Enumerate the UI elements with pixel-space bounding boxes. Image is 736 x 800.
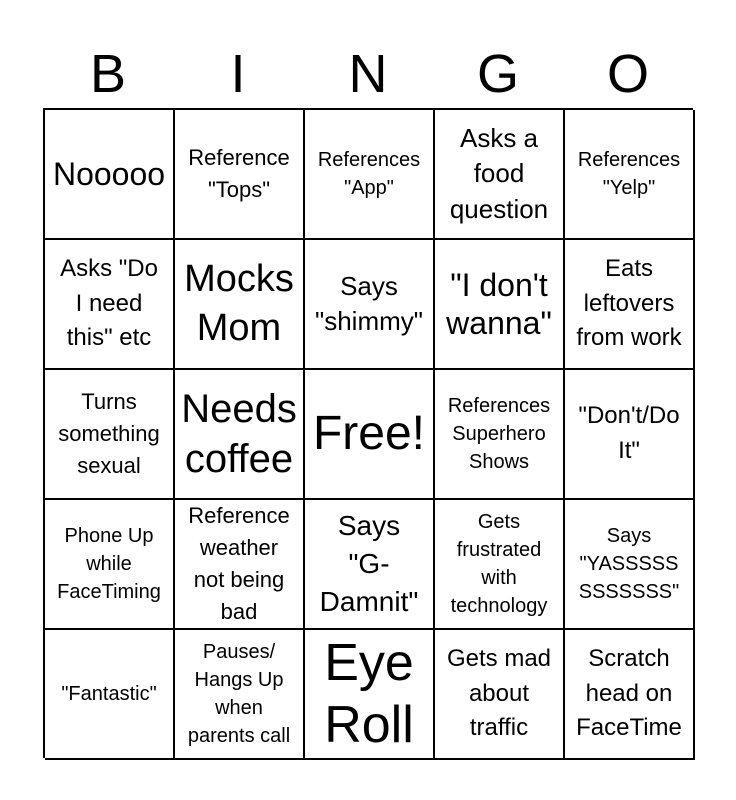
- cell-text: Pauses/ Hangs Up when parents call: [187, 641, 291, 747]
- bingo-cell[interactable]: [435, 630, 565, 760]
- cell-text: Asks "Do I need this" etc: [60, 254, 158, 352]
- cell-text: Phone Up while FaceTiming: [57, 525, 161, 603]
- cell-text: Says "shimmy": [314, 270, 423, 336]
- bingo-cell[interactable]: [305, 110, 435, 240]
- cell-text: References "App": [317, 149, 421, 199]
- header-letter-g: G: [476, 44, 519, 104]
- cell-text: Mocks Mom: [184, 257, 294, 349]
- cell-text: Reference "Tops": [188, 145, 290, 202]
- bingo-cell[interactable]: [305, 240, 435, 370]
- bingo-grid: [43, 108, 693, 758]
- bingo-cell[interactable]: [175, 500, 305, 630]
- cell-text: Needs coffee: [181, 387, 297, 481]
- bingo-cell[interactable]: [45, 500, 175, 630]
- cell-text: Gets mad about traffic: [446, 644, 552, 742]
- cell-text: "I don't wanna": [446, 266, 552, 341]
- cell-text: Eye Roll: [324, 633, 414, 754]
- bingo-cell[interactable]: [435, 240, 565, 370]
- cell-text: References "Yelp": [577, 149, 681, 199]
- bingo-header: [43, 40, 693, 108]
- bingo-cell[interactable]: [435, 370, 565, 500]
- cell-text: "Don't/Do It": [578, 402, 680, 464]
- cell-text: Scratch head on FaceTime: [576, 644, 682, 742]
- bingo-cell[interactable]: [435, 500, 565, 630]
- bingo-cell[interactable]: [565, 370, 695, 500]
- bingo-cell[interactable]: [565, 630, 695, 760]
- bingo-cell[interactable]: [565, 240, 695, 370]
- cell-text: Nooooo: [52, 155, 166, 192]
- bingo-cell[interactable]: [45, 240, 175, 370]
- bingo-cell[interactable]: [435, 110, 565, 240]
- cell-text: "Fantastic": [61, 683, 157, 705]
- cell-text: Reference weather not being bad: [188, 503, 290, 624]
- cell-text: References Superhero Shows: [447, 395, 551, 473]
- bingo-cell[interactable]: [305, 630, 435, 760]
- header-letter-b: B: [89, 44, 127, 104]
- cell-text: Eats leftovers from work: [576, 254, 682, 352]
- bingo-cell[interactable]: [175, 240, 305, 370]
- cell-text: Asks a food question: [449, 123, 549, 224]
- cell-text: Says "YASSSSS SSSSSSS": [578, 525, 680, 603]
- cell-text: Turns something sexual: [58, 389, 160, 478]
- cell-text: Free!: [312, 406, 426, 460]
- bingo-cell[interactable]: [175, 370, 305, 500]
- bingo-cell[interactable]: [175, 110, 305, 240]
- bingo-cell[interactable]: [45, 110, 175, 240]
- header-letter-i: I: [230, 44, 246, 104]
- bingo-cell[interactable]: [175, 630, 305, 760]
- bingo-cell[interactable]: [565, 110, 695, 240]
- free-space[interactable]: [305, 370, 435, 500]
- bingo-cell[interactable]: [45, 370, 175, 500]
- header-letter-o: O: [606, 44, 649, 104]
- bingo-cell[interactable]: [45, 630, 175, 760]
- cell-text: Gets frustrated with technology: [450, 511, 548, 617]
- bingo-cell[interactable]: [305, 500, 435, 630]
- header-letter-n: N: [348, 44, 388, 104]
- bingo-cell[interactable]: [565, 500, 695, 630]
- cell-text: Says "G- Damnit": [319, 510, 419, 617]
